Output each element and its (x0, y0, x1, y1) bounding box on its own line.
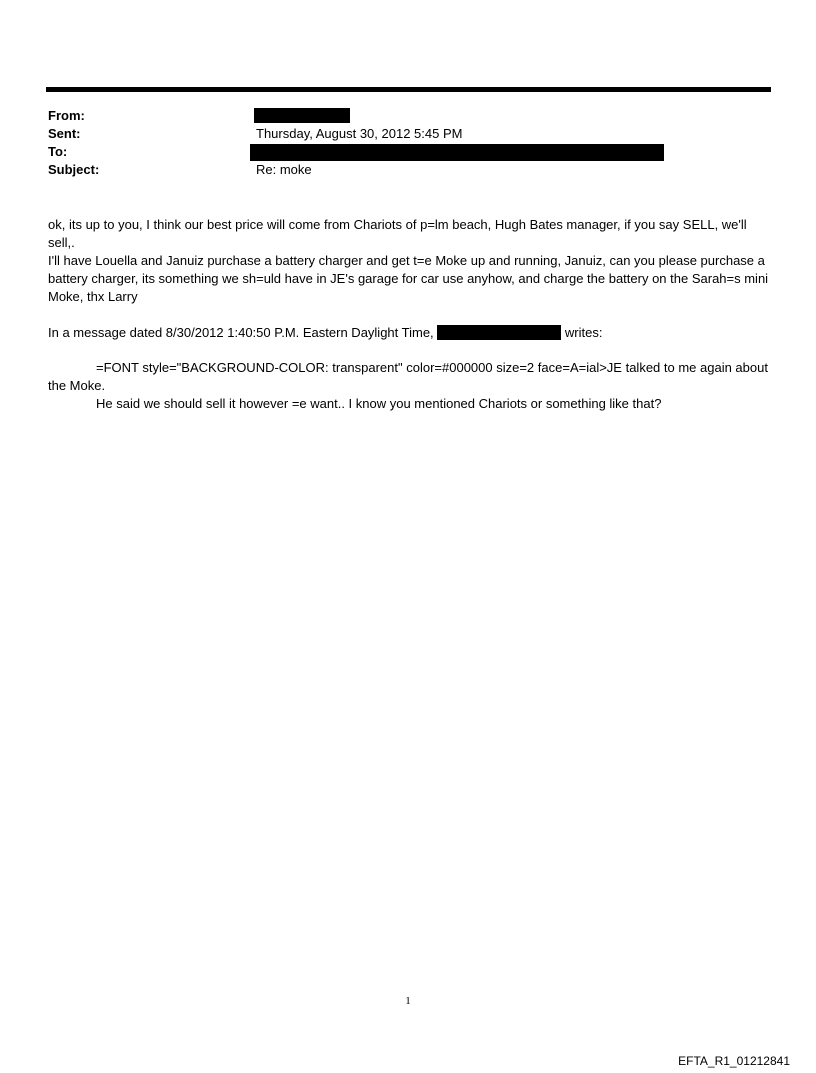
quoted-paragraph-2: He said we should sell it however =e want.. I know you mentioned Chariots or something like that? (96, 396, 662, 411)
to-label: To: (48, 144, 68, 159)
quote-intro-text: In a message dated 8/30/2012 1:40:50 P.M. Eastern Daylight Time, (48, 325, 434, 340)
from-label: From: (48, 108, 85, 123)
bates-number: EFTA_R1_01212841 (678, 1054, 790, 1068)
from-redaction (254, 108, 350, 123)
email-body (48, 216, 773, 306)
quoted-message (48, 359, 773, 413)
quoted-paragraph-1: =FONT style="BACKGROUND-COLOR: transparent" color=#000000 size=2 face=A=ial>JE talked to me again about the Moke. (48, 360, 768, 393)
header-rule (46, 87, 771, 92)
sent-value: Thursday, August 30, 2012 5:45 PM (256, 126, 463, 141)
body-paragraph-2: I'll have Louella and Januiz purchase a battery charger and get t=e Moke up and running, Januiz, can you please purchase a battery charger, its something we sh=uld have in JE's garage for car use anyhow, and charge the battery on the Sarah=s mini Moke, thx Larry (48, 253, 769, 304)
quote-intro (48, 324, 773, 342)
body-paragraph-1: ok, its up to you, I think our best price will come from Chariots of p=lm beach, Hugh Bates manager, if you say SELL, we'll sell,. (48, 217, 747, 250)
to-redaction (250, 144, 664, 161)
quote-intro-writes: writes: (564, 325, 603, 340)
subject-label: Subject: (48, 162, 100, 177)
subject-value: Re: moke (256, 162, 312, 177)
email-header (48, 107, 773, 182)
page-number: 1 (405, 995, 411, 1007)
sender-redaction (437, 325, 561, 340)
sent-label: Sent: (48, 126, 81, 141)
